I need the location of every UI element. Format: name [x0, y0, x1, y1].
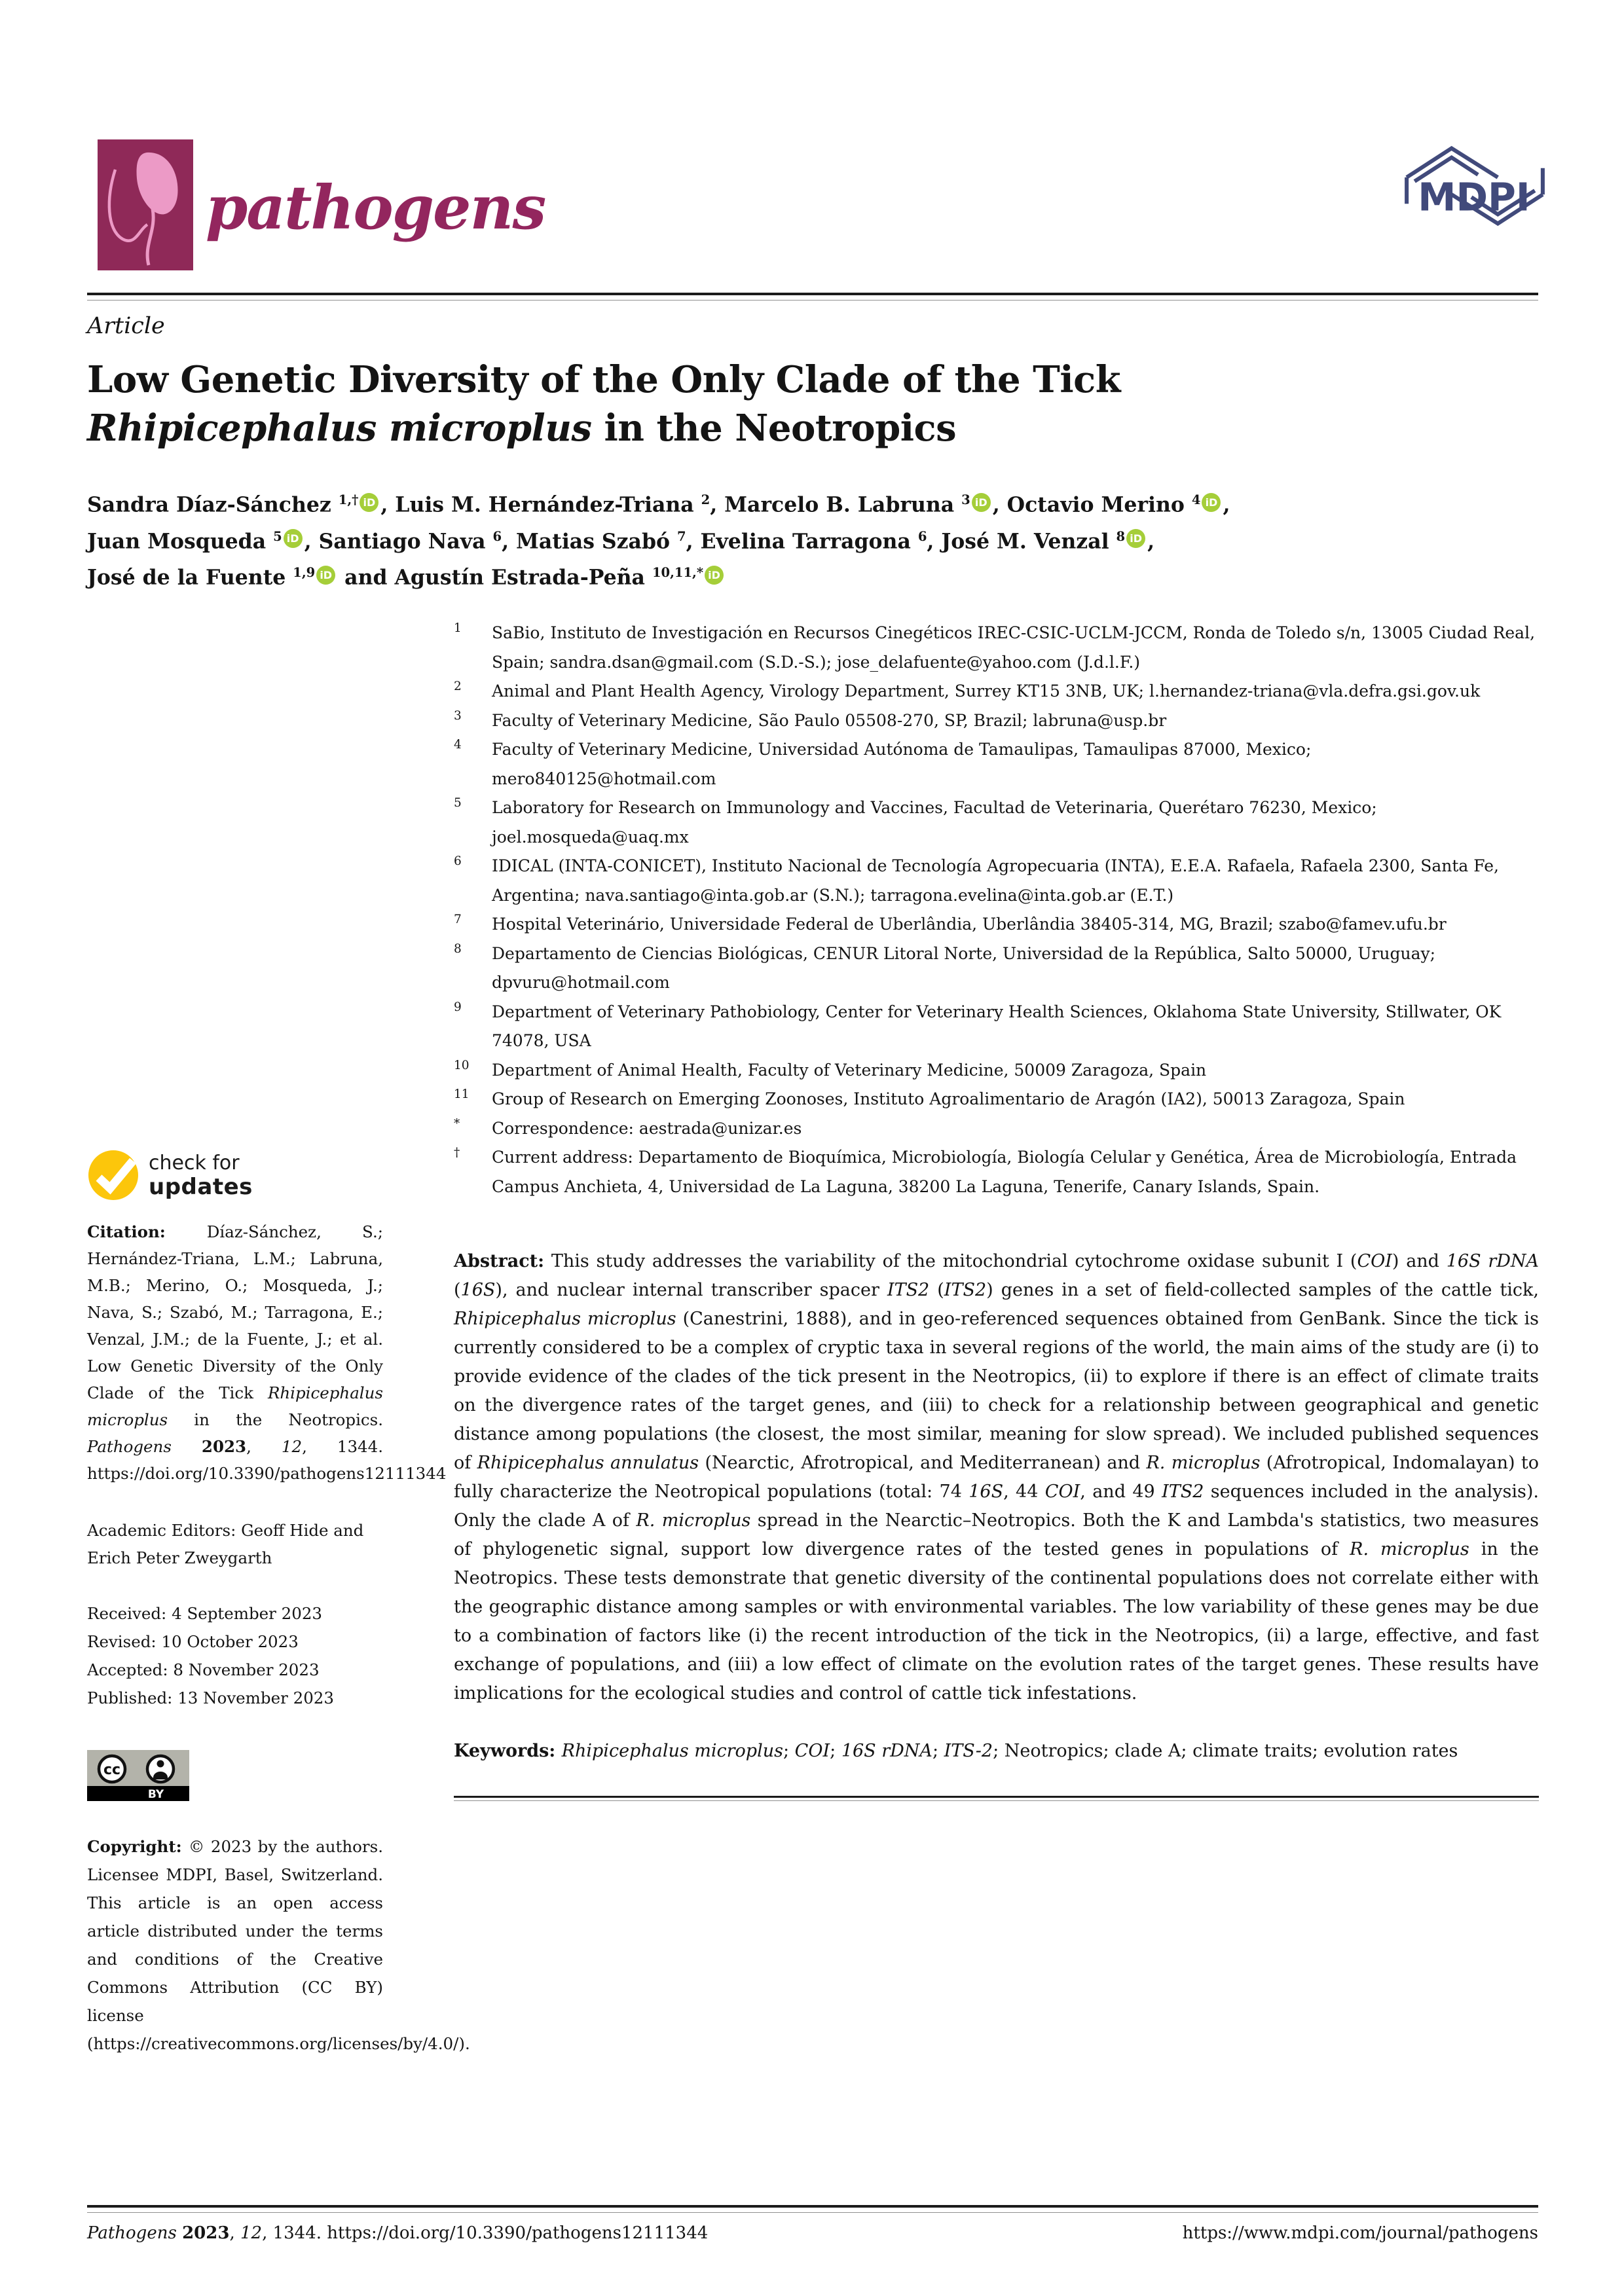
copyright-block: Copyright: © 2023 by the authors. Licensee MDPI, Basel, Switzerland. This article is an open access article distributed under the terms and conditions of the Creative Commons Attribution (CC BY) license (https://creativecommons.org/licenses/by/4.0/). — [87, 1837, 470, 2053]
cc-by-license-badge[interactable] — [87, 1750, 189, 1801]
affiliation-marker: 3 — [454, 708, 462, 723]
page-title: Low Genetic Diversity of the Only Clade of the Tick Rhipicephalus microplus in the Neotropics — [87, 358, 1121, 450]
affiliation-text: Laboratory for Research on Immunology and Vaccines, Facultad de Veterinaria, Querétaro 76230, Mexico; joel.mosqueda@uaq.mx — [492, 798, 1377, 847]
affiliation-text: Correspondence: aestrada@unizar.es — [492, 1118, 802, 1138]
footer — [87, 2223, 1538, 2243]
affiliation-marker: 7 — [454, 913, 462, 926]
affiliation-marker: 2 — [454, 680, 462, 693]
mdpi-hexagon-icon — [1399, 143, 1551, 229]
orcid-icon[interactable]: iD — [360, 493, 378, 512]
footer-journal-url[interactable]: https://www.mdpi.com/journal/pathogens — [1182, 2223, 1538, 2243]
cc-by-text: BY — [147, 1788, 164, 1801]
check-for-label-line2: updates — [149, 1174, 253, 1200]
affiliation-marker: † — [454, 1146, 460, 1159]
affiliation-item — [454, 1085, 1539, 1114]
history-date-line: Revised: 10 October 2023 — [87, 1632, 299, 1651]
history-date-line: Received: 4 September 2023 — [87, 1604, 323, 1623]
orcid-icon[interactable]: iD — [1126, 529, 1145, 548]
affiliation-marker: 11 — [454, 1087, 470, 1101]
mdpi-logo-text: MDPI — [1418, 175, 1530, 220]
orcid-icon[interactable]: iD — [1202, 493, 1221, 512]
affiliation-item — [454, 793, 1539, 852]
affiliation-marker: 10 — [454, 1058, 470, 1072]
affiliation-item — [454, 619, 1539, 677]
affiliation-text: Group of Research on Emerging Zoonoses, Instituto Agroalimentario de Aragón (IA2), 50013 Zaragoza, Spain — [492, 1089, 1405, 1108]
affiliation-text: Faculty of Veterinary Medicine, Universidad Autónoma de Tamaulipas, Tamaulipas 87000, Mexico; mero840125@hotmail.com — [492, 740, 1312, 788]
author-list: Sandra Díaz-Sánchez $^{1,\dagger}$ iD , Luis M. Hernández-Triana $^2$, Marcelo B. Labruna $^3$ iD , Octavio Merino $^4$ iD , Juan Mosqueda $^5$ iD , Santiago Nava $^6$, Matias Szabó $^7$, Evelina Tarragona $^6$, José M. Venzal $^8$ iD , José de la Fuente $^{1,9}$ iD and Agustín Estrada-Peña $^{10,11,*}$ iD — [87, 492, 1230, 590]
header-rule — [87, 293, 1538, 301]
article-type-label: Article — [87, 313, 165, 339]
history-date-line: Published: 13 November 2023 — [87, 1688, 334, 1707]
affiliation-item — [454, 735, 1539, 793]
academic-editors: Academic Editors: Geoff Hide and Erich Peter Zweygarth — [87, 1521, 364, 1567]
pathogens-logo — [98, 139, 193, 270]
mdpi-logo — [1399, 143, 1551, 229]
affiliation-text: IDICAL (INTA-CONICET), Instituto Nacional de Tecnología Agropecuaria (INTA), E.E.A. Rafaela, Rafaela 2300, Santa Fe, Argentina; nava.santiago@inta.gob.ar (S.N.); tarragona.evelina@inta.gob.ar (E.T.) — [492, 856, 1499, 905]
orcid-icon[interactable]: iD — [972, 493, 991, 512]
affiliation-item — [454, 852, 1539, 910]
affiliation-item — [454, 939, 1539, 998]
affiliation-text: Animal and Plant Health Agency, Virology Department, Surrey KT15 3NB, UK; l.hernandez-triana@vla.defra.gsi.gov.uk — [492, 682, 1481, 701]
history-date-line: Accepted: 8 November 2023 — [87, 1660, 320, 1679]
affiliation-marker: 1 — [454, 621, 462, 635]
orcid-icon[interactable]: iD — [284, 529, 303, 548]
affiliation-text: SaBio, Instituto de Investigación en Recursos Cinegéticos IREC-CSIC-UCLM-JCCM, Ronda de Toledo s/n, 13005 Ciudad Real, Spain; sandra.dsan@gmail.com (S.D.-S.); jose_delafuente@yahoo.com (J.d.l.F.) — [492, 623, 1536, 672]
affiliation-marker: 9 — [454, 1000, 462, 1014]
affiliation-text: Department of Veterinary Pathobiology, Center for Veterinary Health Sciences, Oklahoma State University, Stillwater, OK 74078, USA — [492, 1002, 1502, 1050]
affiliation-item — [454, 1114, 1539, 1144]
affiliation-item — [454, 1143, 1539, 1201]
main-column — [454, 619, 1539, 1801]
sidebar — [87, 1149, 470, 2058]
affiliation-marker: 5 — [454, 796, 462, 810]
check-for-label-line1: check for — [149, 1152, 240, 1175]
check-for-updates-badge[interactable] — [87, 1149, 383, 1201]
affiliation-marker: 8 — [454, 941, 462, 956]
history-dates — [87, 1599, 383, 1712]
affiliation-marker: 6 — [454, 854, 462, 868]
affiliation-text: Departamento de Ciencias Biológicas, CENUR Litoral Norte, Universidad de la República, Salto 50000, Uruguay; dpvuru@hotmail.com — [492, 943, 1436, 992]
orcid-icon[interactable]: iD — [705, 566, 724, 585]
check-for-updates-label — [149, 1152, 253, 1199]
affiliation-text: Hospital Veterinário, Universidade Federal de Uberlândia, Uberlândia 38405-314, MG, Brazil; szabo@famev.ufu.br — [492, 915, 1447, 934]
affiliation-item — [454, 1056, 1539, 1085]
affiliation-item — [454, 998, 1539, 1056]
affiliation-text: Current address: Departamento de Bioquímica, Microbiología, Biología Celular y Genética, Área de Microbiología, Entrada Campus Anchieta, 4, Universidad de La Laguna, 38200 La Laguna, Tenerife, Canary Islands, Spain. — [492, 1148, 1517, 1196]
affiliation-text: Department of Animal Health, Faculty of Veterinary Medicine, 50009 Zaragoza, Spain — [492, 1060, 1207, 1080]
footer-rule — [87, 2205, 1538, 2213]
cc-icon-text: cc — [103, 1762, 121, 1778]
affiliation-list — [454, 619, 1539, 1201]
affiliation-marker: * — [454, 1116, 460, 1131]
journal-wordmark: pathogens — [206, 172, 545, 243]
orcid-icon[interactable]: iD — [316, 566, 335, 585]
abstract-paragraph: Abstract: This study addresses the variability of the mitochondrial cytochrome oxidase subunit I (COI) and 16S rDNA (16S), and nuclear internal transcriber spacer ITS2 (ITS2) genes in a set of field-collected samples of the cattle tick, Rhipicephalus microplus (Canestrini, 1888), and in geo-referenced sequences obtained from GenBank. Since the tick is currently considered to be a complex of cryptic taxa in several regions of the world, the main aims of the study are (i) to provide evidence of the clades of the tick present in the Neotropics, (ii) to explore if there is an effect of climate traits on the divergence rates of the target genes, and (iii) to check for a relationship between geographical and genetic distance among populations (the closest, the most similar, meaning for slow spread). We included published sequences of Rhipicephalus annulatus (Nearctic, Afrotropical, and Mediterranean) and R. microplus (Afrotropical, Indomalayan) to fully characterize the Neotropical populations (total: 74 16S, 44 COI, and 49 ITS2 sequences included in the analysis). Only the clade A of R. microplus spread in the Nearctic–Neotropics. Both the K and Lambda's statistics, two measures of phylogenetic signal, support low divergence rates of the tested genes in populations of R. microplus in the Neotropics. These tests demonstrate that genetic diversity of the continental populations does not correlate either with the geographic distance among samples or with environmental variables. The low variability of these genes may be due to a combination of factors like (i) the recent introduction of the tick in the Neotropics, (ii) a large, effective, and fast exchange of populations, and (iii) a low effect of climate on the evolution rates of the target genes. These results have implications for the ecological studies and control of cattle tick infestations. — [454, 1251, 1540, 1704]
citation-block: Citation: Díaz-Sánchez, S.; Hernández-Triana, L.M.; Labruna, M.B.; Merino, O.; Mosqueda, J.; Nava, S.; Szabó, M.; Tarragona, E.; Venzal, J.M.; de la Fuente, J.; et al. Low Genetic Diversity of the Only Clade of the Tick Rhipicephalus microplus in the Neotropics. Pathogens 2023, 12, 1344. https://doi.org/10.3390/pathogens12111344 — [87, 1222, 447, 1483]
affiliation-marker: 4 — [454, 738, 462, 752]
footer-citation: Pathogens 2023, 12, 1344. https://doi.org/10.3390/pathogens12111344 — [87, 2223, 709, 2243]
affiliation-text: Faculty of Veterinary Medicine, São Paulo 05508-270, SP, Brazil; labruna@usp.br — [492, 710, 1167, 730]
check-circle-icon — [87, 1149, 139, 1201]
affiliation-item — [454, 910, 1539, 939]
affiliation-item — [454, 677, 1539, 706]
keywords-paragraph: Keywords: Rhipicephalus microplus; COI; 16S rDNA; ITS-2; Neotropics; clade A; climate traits; evolution rates — [454, 1741, 1458, 1761]
section-divider-rule — [454, 1796, 1539, 1801]
pathogens-microbe-icon — [98, 139, 193, 270]
affiliation-item — [454, 706, 1539, 736]
